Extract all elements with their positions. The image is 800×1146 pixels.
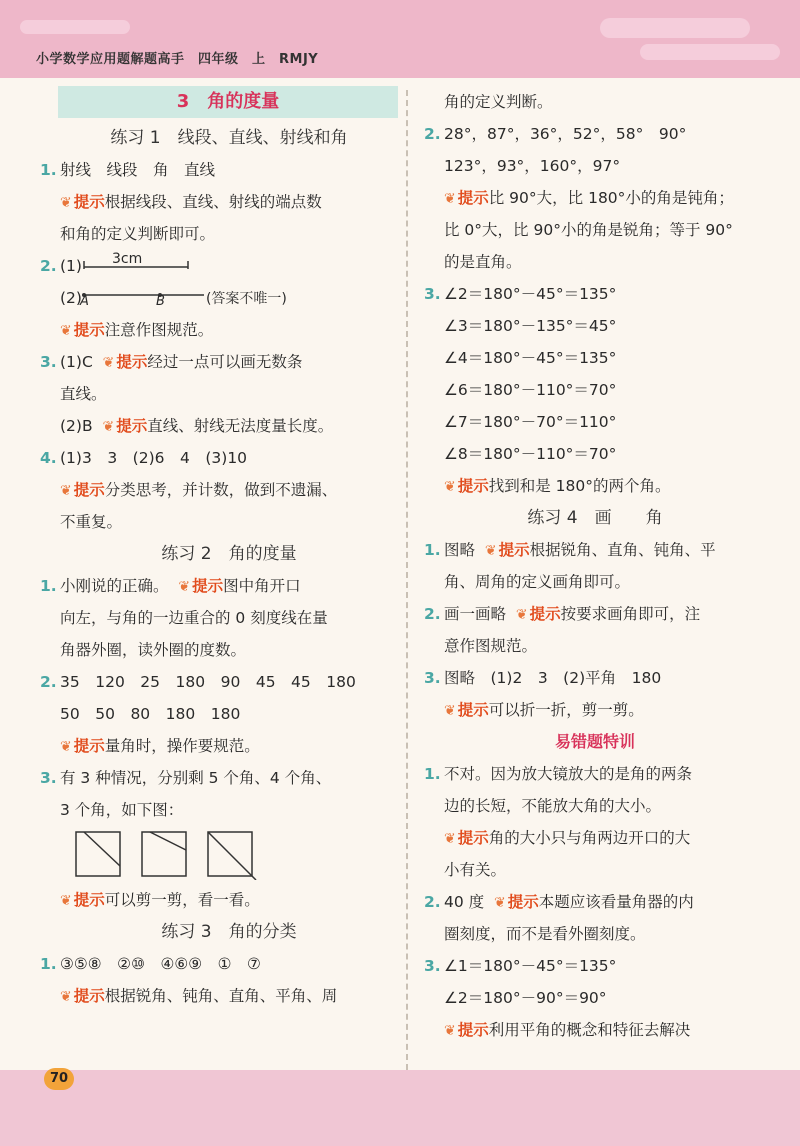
tip-continuation: 向左，与角的一边重合的 0 刻度线在量 bbox=[60, 609, 328, 627]
equation: ∠8＝180°－110°＝70° bbox=[444, 445, 617, 463]
tip-label: ❦ 提示 bbox=[103, 353, 148, 371]
tip-text: 可以剪一剪，看一看。 bbox=[104, 891, 260, 909]
equation: ∠2＝180°－90°＝90° bbox=[444, 989, 607, 1007]
tip bbox=[60, 730, 398, 762]
answer-continuation: 123°，93°，160°，97° bbox=[444, 157, 621, 175]
question-number: 2. bbox=[40, 257, 57, 275]
exercise-title: 练习 3 角的分类 bbox=[161, 922, 297, 942]
cut-squares-figure bbox=[60, 826, 398, 884]
point-label-b: B bbox=[155, 293, 165, 309]
question-number: 1. bbox=[40, 577, 57, 595]
question-number: 2. bbox=[424, 605, 441, 623]
question-part bbox=[60, 282, 398, 314]
tip-text: 根据锐角、直角、钝角、平 bbox=[529, 541, 716, 559]
segment-figure bbox=[82, 251, 192, 271]
answer-part: (1) bbox=[60, 257, 82, 275]
banner-decoration bbox=[640, 44, 780, 60]
book-title: 小学数学应用题解题高手 四年级 上 RMJY bbox=[36, 52, 319, 67]
tip-continuation: 的是直角。 bbox=[444, 253, 522, 271]
right-column bbox=[420, 86, 770, 1046]
exercise-title: 练习 4 画 角 bbox=[527, 508, 663, 528]
tip-label: ❦ 提示 bbox=[444, 1021, 489, 1039]
column-divider bbox=[406, 90, 408, 1070]
tip-label: ❦ 提示 bbox=[60, 321, 105, 339]
tip-continuation: 圈刻度，而不是看外圈刻度。 bbox=[444, 925, 646, 943]
tip-continuation: 比 0°大，比 90°小的角是锐角；等于 90° bbox=[444, 221, 733, 239]
tip bbox=[420, 694, 770, 726]
tip bbox=[60, 474, 398, 506]
question-number: 1. bbox=[40, 161, 57, 179]
tip bbox=[420, 1014, 770, 1046]
question bbox=[420, 118, 770, 150]
question bbox=[40, 346, 398, 378]
equation: ∠7＝180°－70°＝110° bbox=[444, 413, 617, 431]
header-banner bbox=[0, 0, 800, 78]
question bbox=[420, 758, 770, 790]
question bbox=[420, 278, 770, 310]
tip-label: ❦ 提示 bbox=[444, 189, 489, 207]
answer-text: 40 度 bbox=[444, 893, 485, 911]
segment-line bbox=[82, 255, 192, 275]
tip-continuation: 意作图规范。 bbox=[444, 637, 538, 655]
tip-text: 量角时，操作要规范。 bbox=[104, 737, 260, 755]
tip-text: 角的大小只与角两边开口的大 bbox=[488, 829, 691, 847]
tip-label: ❦ 提示 bbox=[102, 417, 147, 435]
tip-text: 图中角开口 bbox=[223, 577, 301, 595]
tip-text: 根据线段、直线、射线的端点数 bbox=[104, 193, 322, 211]
special-section-title: 易错题特训 bbox=[554, 732, 635, 751]
tip-label: ❦ 提示 bbox=[444, 829, 489, 847]
question-number: 3. bbox=[424, 285, 441, 303]
tip-text: 直线、射线无法度量长度。 bbox=[147, 417, 334, 435]
tip bbox=[60, 980, 398, 1012]
answer-continuation: 50 50 80 180 180 bbox=[60, 705, 241, 723]
question bbox=[40, 570, 398, 602]
tip-label: ❦ 提示 bbox=[516, 605, 561, 623]
tip-label: ❦ 提示 bbox=[444, 701, 489, 719]
question bbox=[420, 886, 770, 918]
answer-text: 图略 bbox=[444, 541, 476, 559]
tip-text: 比 90°大，比 180°小的角是钝角； bbox=[488, 189, 734, 207]
question bbox=[420, 534, 770, 566]
tip bbox=[60, 314, 398, 346]
tip-text: 根据锐角、钝角、直角、平角、周 bbox=[104, 987, 338, 1005]
question bbox=[40, 666, 398, 698]
tip-text: 本题应该看量角器的内 bbox=[538, 893, 694, 911]
answer-continuation: 3 个角，如下图： bbox=[60, 801, 184, 819]
tip-label: ❦ 提示 bbox=[60, 987, 105, 1005]
equation: ∠2＝180°－45°＝135° bbox=[444, 285, 617, 303]
question-number: 1. bbox=[424, 765, 441, 783]
tip bbox=[60, 186, 398, 218]
tip-text: 按要求画角即可，注 bbox=[560, 605, 701, 623]
equation: ∠6＝180°－110°＝70° bbox=[444, 381, 617, 399]
answer-text: (1)3 3 (2)6 4 (3)10 bbox=[60, 449, 248, 467]
tip-label: ❦ 提示 bbox=[178, 577, 223, 595]
tip-label: ❦ 提示 bbox=[444, 477, 489, 495]
exercise-title: 练习 2 角的度量 bbox=[161, 544, 297, 564]
tip bbox=[420, 182, 770, 214]
question bbox=[40, 948, 398, 980]
answer-continuation: 边的长短，不能放大角的大小。 bbox=[444, 797, 662, 815]
tip-text: 注意作图规范。 bbox=[104, 321, 214, 339]
tip-continuation: 直线。 bbox=[60, 385, 107, 403]
tip-label: ❦ 提示 bbox=[60, 193, 105, 211]
answer-text: 图略 (1)2 3 (2)平角 180 bbox=[444, 669, 662, 687]
banner-decoration bbox=[600, 18, 750, 38]
answer-text: 有 3 种情况，分别剩 5 个角、4 个角、 bbox=[60, 769, 332, 787]
tip-continuation: 小有关。 bbox=[444, 861, 507, 879]
question bbox=[420, 950, 770, 982]
tip-label: ❦ 提示 bbox=[485, 541, 530, 559]
tip-text: 分类思考，并计数，做到不遗漏、 bbox=[104, 481, 338, 499]
question-number: 4. bbox=[40, 449, 57, 467]
squares-svg bbox=[74, 830, 334, 880]
page-number: 70 bbox=[44, 1068, 74, 1090]
tip bbox=[60, 884, 398, 916]
question-number: 3. bbox=[40, 769, 57, 787]
tip bbox=[420, 822, 770, 854]
question bbox=[420, 598, 770, 630]
tip-continuation: 角、周角的定义画角即可。 bbox=[444, 573, 631, 591]
tip-label: ❦ 提示 bbox=[60, 891, 105, 909]
question-number: 2. bbox=[40, 673, 57, 691]
answer-text: 小刚说的正确。 bbox=[60, 577, 169, 595]
answer-text: 35 120 25 180 90 45 45 180 bbox=[60, 673, 356, 691]
tip-text: 可以折一折，剪一剪。 bbox=[488, 701, 644, 719]
exercise-title: 练习 1 线段、直线、射线和角 bbox=[110, 128, 348, 148]
question bbox=[420, 662, 770, 694]
length-label: 3cm bbox=[111, 251, 143, 267]
footer-band bbox=[0, 1070, 800, 1146]
question-number: 2. bbox=[424, 893, 441, 911]
tip-label: ❦ 提示 bbox=[60, 481, 105, 499]
tip bbox=[420, 470, 770, 502]
question-number: 1. bbox=[40, 955, 57, 973]
tip-text: 利用平角的概念和特征去解决 bbox=[488, 1021, 691, 1039]
question bbox=[40, 250, 398, 282]
question-number: 2. bbox=[424, 125, 441, 143]
ray-line bbox=[79, 289, 206, 309]
equation: ∠1＝180°－45°＝135° bbox=[444, 957, 617, 975]
tip-continuation: 和角的定义判断即可。 bbox=[60, 225, 216, 243]
question-number: 3. bbox=[40, 353, 57, 371]
left-column bbox=[40, 86, 398, 1012]
answer-text: 28°，87°，36°，52°，58° 90° bbox=[444, 125, 687, 143]
question bbox=[40, 154, 398, 186]
section-title: 3 角的度量 bbox=[58, 86, 398, 118]
ray-figure bbox=[79, 289, 206, 309]
tip-continuation: 角的定义判断。 bbox=[444, 93, 553, 111]
tip-continuation: 不重复。 bbox=[60, 513, 123, 531]
tip-continuation: 角器外圈，读外圈的度数。 bbox=[60, 641, 247, 659]
tip-text: 找到和是 180°的两个角。 bbox=[488, 477, 671, 495]
answer-text: (1)C bbox=[60, 353, 93, 371]
question bbox=[40, 442, 398, 474]
point-label-a: A bbox=[79, 293, 89, 309]
tip-label: ❦ 提示 bbox=[494, 893, 539, 911]
answer-text: (2)B bbox=[60, 417, 93, 435]
question-number: 1. bbox=[424, 541, 441, 559]
question-number: 3. bbox=[424, 669, 441, 687]
answer-text: 画一画略 bbox=[444, 605, 507, 623]
question-number: 3. bbox=[424, 957, 441, 975]
tip-text: 经过一点可以画无数条 bbox=[147, 353, 303, 371]
equation: ∠3＝180°－135°＝45° bbox=[444, 317, 617, 335]
equation: ∠4＝180°－45°＝135° bbox=[444, 349, 617, 367]
answer-text: 不对。因为放大镜放大的是角的两条 bbox=[444, 765, 693, 783]
question-part bbox=[60, 410, 398, 442]
banner-decoration bbox=[20, 20, 130, 34]
question bbox=[40, 762, 398, 794]
tip-label: ❦ 提示 bbox=[60, 737, 105, 755]
answer-part: (2) bbox=[60, 289, 82, 307]
answer-text: 射线 线段 角 直线 bbox=[60, 161, 216, 179]
answer-text: ③⑤⑧ ②⑩ ④⑥⑨ ① ⑦ bbox=[60, 955, 261, 973]
answer-note: (答案不唯一) bbox=[205, 291, 287, 307]
